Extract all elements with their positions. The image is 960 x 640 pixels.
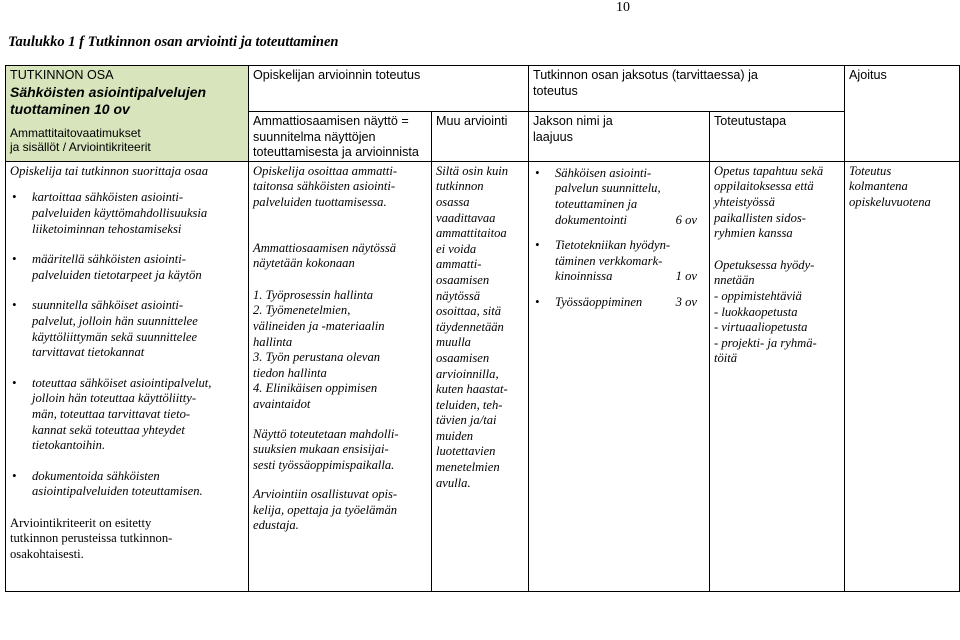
bullet-icon: • xyxy=(535,294,540,309)
text-line: teluiden, teh- xyxy=(436,397,503,412)
module-subheader: Ammattitaitovaatimukset ja sisällöt / Arviointikriteerit xyxy=(10,125,151,154)
text-line: näytössä xyxy=(436,288,481,303)
text-line: osoittaa, sitä xyxy=(436,304,502,319)
bullet-icon: • xyxy=(535,238,540,253)
text-line: luotettavien xyxy=(436,444,496,459)
header-skills-demo: Ammattiosaamisen näyttö = suunnitelma näyttöjen toteuttamisesta ja arvioinnista xyxy=(249,112,432,162)
module-title: Sähköisten asiointipalvelujen tuottaminen 10 ov xyxy=(10,83,207,117)
bullet-icon: • xyxy=(12,375,17,390)
header-module-cell xyxy=(6,66,249,162)
bullet-icon: • xyxy=(12,190,17,205)
bullet-icon: • xyxy=(535,165,540,180)
method-cell: Opetus tapahtuu sekä oppilaitoksessa että yhteistyössä paikallisten sidos- ryhmien kanssa Opetuksessa hyödy- nnetään - oppimistehtäviä - luokkaopetusta - virtuaaliopetusta - projekti- ja ryhmä- töitä xyxy=(710,161,845,591)
list-item: • Työssäoppiminen 3 ov xyxy=(535,294,697,309)
timing-cell: Toteutus kolmantena opiskeluvuotena xyxy=(845,161,960,591)
text-line: tävien ja/tai xyxy=(436,413,497,428)
skills-demo-cell: Opiskelija osoittaa ammatti- taitonsa sähköisten asiointi- palveluiden tuottamisessa. Ammattiosaamisen näytössä näytetään kokonaan 1. Työprosessin hallinta 2. Työmenetelmien, välineiden ja -materiaalin hallinta 3. Työn perustana olevan tiedon hallinta 4. Elinikäisen oppimisen avaintaidot Näyttö toteutetaan mahdolli- suuksien mukaan ensisijai- sesti työssäoppimispaikalla. Arviointiin osallistuvat opis- kelija, opettaja ja työelämän edustaja. xyxy=(249,161,432,591)
skills-intro: Opiskelija tai tutkinnon suorittaja osaa xyxy=(10,163,209,178)
credits: 1 ov xyxy=(675,269,697,284)
header-other-assessment: Muu arviointi xyxy=(432,112,529,162)
criteria-note: Arviointikriteerit on esitetty tutkinnon perusteissa tutkinnon- osakohtaisesti. xyxy=(10,515,173,562)
text-line: muulla xyxy=(436,335,471,350)
text-line: ammatti- xyxy=(436,257,482,272)
text-line: ammattitaitoa xyxy=(436,226,507,241)
text-line: Siltä osin kuin xyxy=(436,163,509,178)
list-item: • Tietotekniikan hyödyn- täminen verkkomark- kinoinnissa 1 ov xyxy=(535,238,697,284)
text-line: avulla. xyxy=(436,475,471,490)
list-item: • kartoittaa sähköisten asiointi- palveluiden käyttömahdollisuuksia liiketoiminnan tehostamiseksi xyxy=(12,190,208,236)
text-line: kuten haastat- xyxy=(436,382,508,397)
header-period-name: Jakson nimi ja laajuus xyxy=(529,112,710,162)
bullet-icon: • xyxy=(12,468,17,483)
skills-list xyxy=(10,190,244,500)
credits: 3 ov xyxy=(675,294,697,309)
header-method: Toteutustapa xyxy=(710,112,845,162)
text-line: menetelmien xyxy=(436,460,500,475)
text-line: osassa xyxy=(436,194,470,209)
text-line: ei voida xyxy=(436,241,477,256)
text-line: vaadittavaa xyxy=(436,210,496,225)
list-item: • Sähköisen asiointi- palvelun suunnittelu, toteuttaminen ja dokumentointi 6 ov xyxy=(535,165,697,227)
credits: 6 ov xyxy=(675,212,697,227)
header-assessment: Opiskelijan arvioinnin toteutus xyxy=(249,66,529,112)
bullet-icon: • xyxy=(12,252,17,267)
text-line: osaamisen xyxy=(436,350,490,365)
text-line: muiden xyxy=(436,428,474,443)
header-schedule: Tutkinnon osan jaksotus (tarvittaessa) ja toteutus xyxy=(529,66,845,112)
assessment-table xyxy=(5,65,960,592)
other-assessment-cell xyxy=(432,161,529,591)
page-number: 10 xyxy=(616,0,630,15)
list-item: • dokumentoida sähköisten asiointipalveluiden toteuttamisen. xyxy=(12,468,203,499)
bullet-icon: • xyxy=(12,298,17,313)
header-timing: Ajoitus xyxy=(845,66,960,162)
text-line: arvioinnilla, xyxy=(436,366,499,381)
skills-cell xyxy=(6,161,249,591)
list-item: • määritellä sähköisten asiointi- palveluiden tietotarpeet ja käytön xyxy=(12,252,202,282)
text-line: täydennetään xyxy=(436,319,504,334)
text-line: osaamisen xyxy=(436,272,490,287)
list-item: • suunnitella sähköiset asiointi- palvelut, jolloin hän suunnittelee käyttöliittymän sekä suunnittelee tarvittavat tietokannat xyxy=(12,298,198,360)
text-line: tutkinnon xyxy=(436,179,484,194)
period-cell xyxy=(529,161,710,591)
list-item: • toteuttaa sähköiset asiointipalvelut, jolloin hän toteuttaa käyttöliitty- män, toteuttaa tarvittavat tieto- kannat sekä toteuttaa yhteydet tietokantoihin. xyxy=(12,375,212,453)
table-caption: Taulukko 1 f Tutkinnon osan arviointi ja toteuttaminen xyxy=(8,34,339,50)
module-label: TUTKINNON OSA xyxy=(10,68,114,82)
